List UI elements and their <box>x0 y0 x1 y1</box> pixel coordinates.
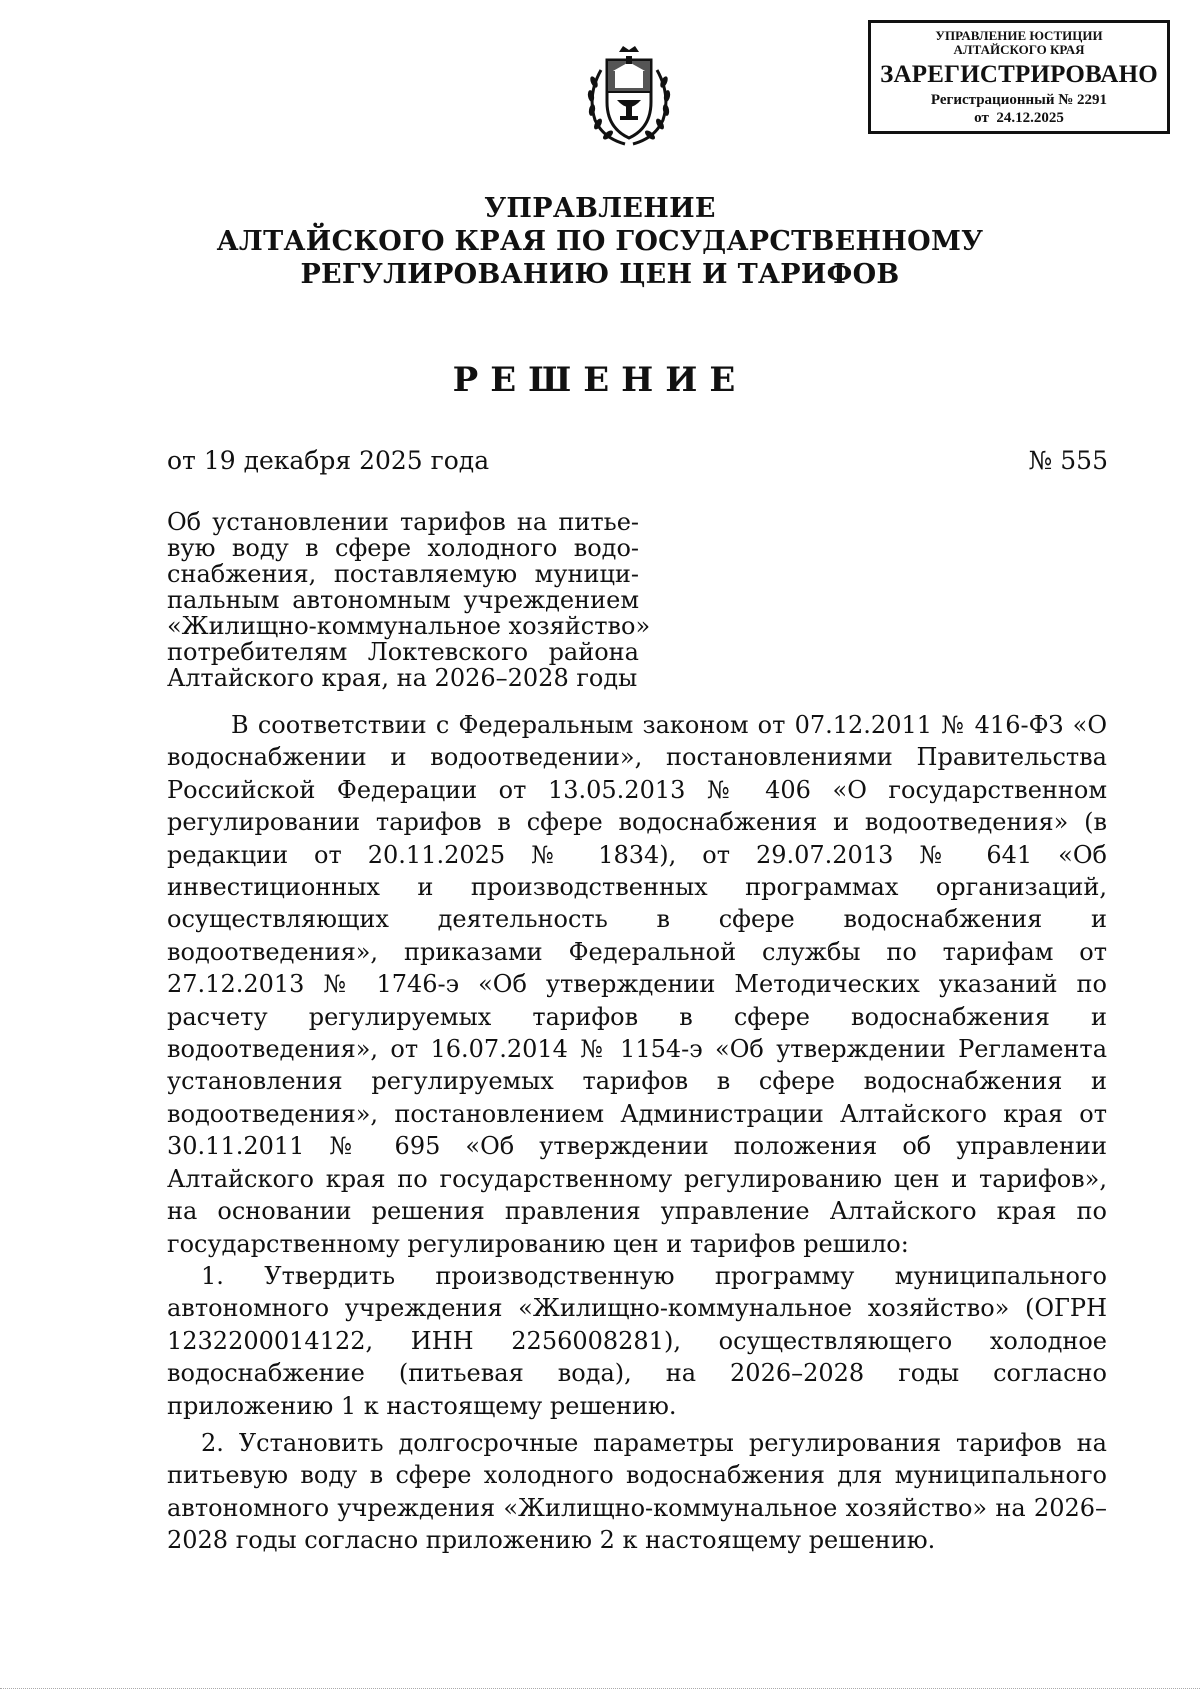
subject-line: потребителям Локтевского района <box>167 638 639 666</box>
subject-line: снабжения, поставляемую муници- <box>167 560 639 588</box>
stamp-org-line1: УПРАВЛЕНИЕ ЮСТИЦИИ <box>935 28 1103 43</box>
subject-line: Алтайского края, на 2026–2028 годы <box>167 664 638 692</box>
page-bottom-divider <box>0 1688 1200 1689</box>
document-number: № 555 <box>1028 446 1108 475</box>
issuer-line-3: РЕГУЛИРОВАНИЮ ЦЕН И ТАРИФОВ <box>300 259 900 290</box>
stamp-reg-date: от 24.12.2025 <box>974 110 1064 126</box>
stamp-reg-number: Регистрационный № 2291 <box>930 92 1108 108</box>
document-body <box>167 709 1107 1557</box>
item-2-paragraph: 2. Установить долгосрочные параметры регулирования тарифов на питьевую воду в сфере холодного водоснабжения для муниципального автономного учреждения «Жилищно-коммунальное хозяйство» на 2026–2028 годы согласно приложению 2 к настоящему решению. <box>167 1428 1107 1555</box>
subject-line: «Жилищно-коммунальное хозяйство» <box>167 612 651 640</box>
issuer-heading <box>0 192 1200 291</box>
preamble-paragraph: В соответствии с Федеральным законом от 07.12.2011 № 416-ФЗ «О водоснабжении и водоотведении», постановлениями Правительства Российской Федерации от 13.05.2013 № 406 «О государственном регулировании тарифов в сфере водоснабжения и водоотведения» (в редакции от 20.11.2025 № 1834), от 29.07.2013 № 641 «Об инвестиционных и производственных программах организаций, осуществляющих деятельность в сфере водоснабжения и водоотведения», приказами Федеральной службы по тарифам от 27.12.2013 № 1746-э «Об утверждении Методических указаний по расчету регулируемых тарифов в сфере водоснабжения и водоотведения», от 16.07.2014 № 1154-э «Об утверждении Регламента установления регулируемых тарифов в сфере водоснабжения и водоотведения», постановлением Администрации Алтайского края от 30.11.2011 № 695 «Об утверждении положения об управлении Алтайского края по государственному регулированию цен и тарифов», на основании решения правления управление Алтайского края по государственному регулированию цен и тарифов решило: <box>167 711 1107 1258</box>
document-date: от 19 декабря 2025 года <box>167 446 490 475</box>
issuer-line-2: АЛТАЙСКОГО КРАЯ ПО ГОСУДАРСТВЕННОМУ <box>216 226 984 257</box>
coat-of-arms-icon <box>581 40 677 150</box>
subject-line: вую воду в сфере холодного водо- <box>167 534 639 562</box>
subject-line: пальным автономным учреждением <box>167 586 639 614</box>
document-type-title: РЕШЕНИЕ <box>452 360 748 400</box>
item-1-paragraph: 1. Утвердить производственную программу муниципального автономного учреждения «Жилищно-коммунальное хозяйство» (ОГРН 1232200014122, ИНН 2256008281), осуществляющего холодное водоснабжение (питьевая вода), на 2026–2028 годы согласно приложению 1 к настоящему решению. <box>167 1261 1107 1420</box>
document-subject <box>167 508 651 692</box>
subject-line: Об установлении тарифов на питье- <box>167 508 639 536</box>
issuer-line-1: УПРАВЛЕНИЕ <box>484 193 716 224</box>
stamp-org-line2: АЛТАЙСКОГО КРАЯ <box>953 42 1085 57</box>
stamp-status: ЗАРЕГИСТРИРОВАНО <box>880 61 1158 88</box>
registration-stamp <box>868 20 1170 134</box>
